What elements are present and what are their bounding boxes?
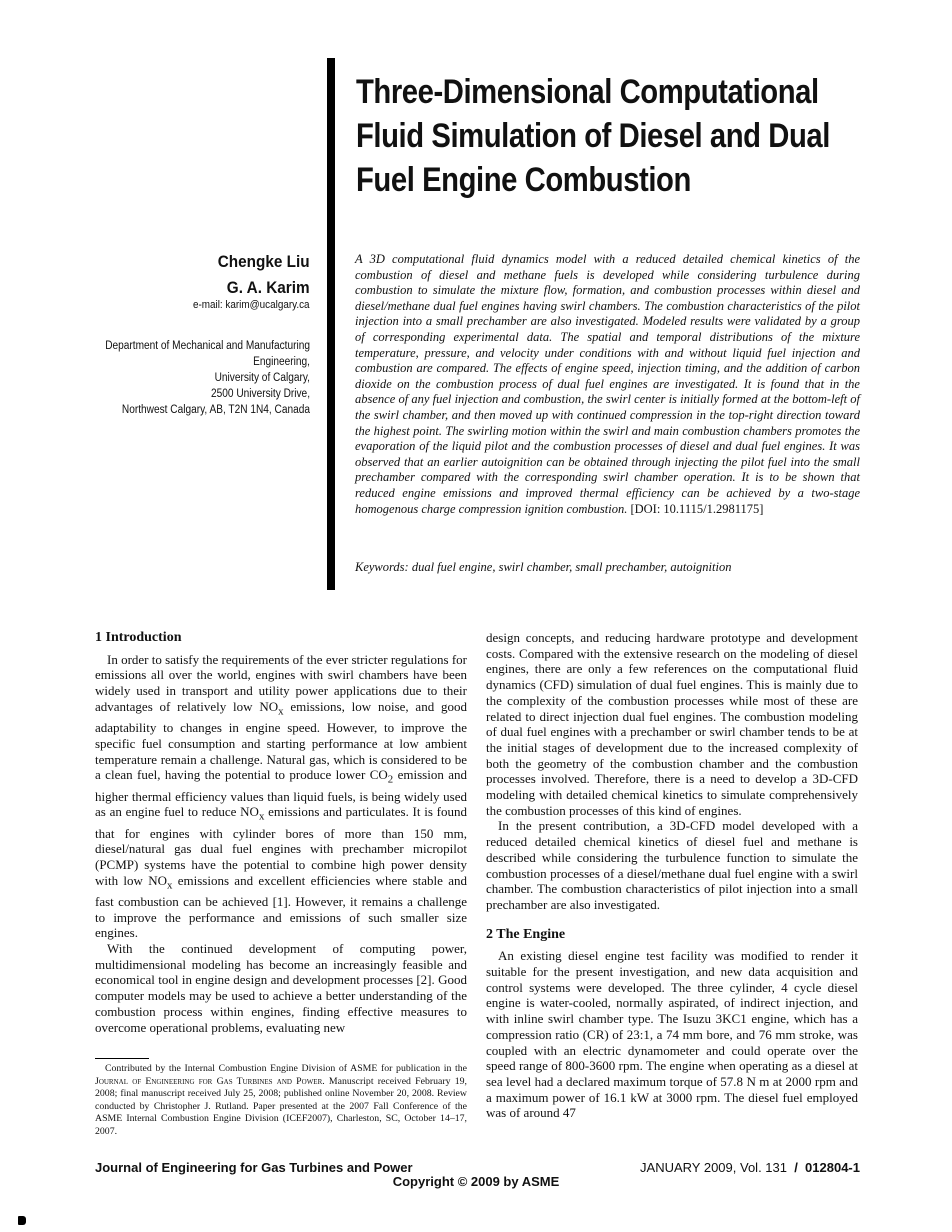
- copyright: Copyright © 2009 by ASME: [392, 1174, 560, 1189]
- affiliation-line: Department of Mechanical and Manufacturing: [105, 340, 310, 352]
- paper-title: Three-Dimensional Computational Fluid Simulation of Diesel and Dual Fuel Engine Combustion: [356, 73, 830, 199]
- author-email: e-mail: karim@ucalgary.ca: [193, 299, 310, 311]
- affiliation-line: Engineering,: [253, 356, 310, 368]
- author-block: [180, 252, 310, 312]
- paragraph: With the continued development of computing power, multidimensional modeling has become an increasingly feasible and economical tool in engine design and development processes [2]. Good computer models may be used to achieve a better understanding of the combustion process within engines, finding effective measures to overcome operational problems, evaluating new: [95, 941, 467, 1035]
- abstract-text: A 3D computational fluid dynamics model with a reduced detailed chemical kinetics of the combustion of diesel and methane fuels is developed while considering turbulence during combustion to simulate the mixture flow, formation, and combustion processes within diesel and diesel/methane dual fuel engines having swirl chambers. The combustion characteristics of the pilot injection into a small prechamber are also investigated. Modeled results were validated by a group of corresponding experimental data. The spatial and temporal distributions of the mixture temperature, pressure, and velocity under conditions with and without liquid fuel injection and combustion are compared. The effects of engine speed, injection timing, and the addition of carbon dioxide on the combustion process of dual fuel engines are investigated. It is found that in the absence of any fuel injection and combustion, the swirl center is initially formed at the bottom-left of the swirl chamber, and then moved up with continued compression in the top-right direction toward the highest point. The swirling motion within the swirl and main combustion chambers promotes the evaporation of the liquid pilot and the combustion processes of diesel and dual fuel engines. It was observed that an earlier autoignition can be obtained through injecting the pilot fuel into the small prechamber compared with the corresponding swirl chamber operation. It is to be shown that reduced engine emissions and improved thermal efficiency can be achieved by a two-stage homogenous charge compression ignition combustion.: [355, 252, 860, 516]
- column-left: [95, 630, 467, 1035]
- issue-info: JANUARY 2009, Vol. 131 / 012804-1: [640, 1160, 860, 1175]
- paragraph: In the present contribution, a 3D-CFD model developed with a reduced detailed chemical kinetics of diesel fuel and methane is described while considering the turbulence function to simulate the combustion processes of a diesel/methane dual fuel engine with a swirl chamber. The combustion characteristics of pilot injection into a small prechamber are also investigated.: [486, 818, 858, 912]
- paragraph: An existing diesel engine test facility was modified to render it suitable for the present investigation, and new data acquisition and control systems were developed. The three cylinder, 4 cycle diesel engine is water-cooled, normally aspirated, of indirect injection, and with inline swirl chamber type. The Isuzu 3KC1 engine, which has a compression ratio (CR) of 23:1, a 74 mm bore, and 76 mm stroke, was coupled with an electric dynamometer and could operate over the speed range of 800-3600 rpm. The engine when operating as a diesel at sea level had a declared maximum torque of 57.8 N m at 2000 rpm and a maximum power of 16.1 kW at 3000 rpm. The diesel fuel employed was of around 47: [486, 948, 858, 1121]
- paragraph: In order to satisfy the requirements of the ever stricter regulations for emissions all over the world, engines with swirl chambers have been widely used in transport and utility power applications due to their advantages of relatively low $NO_x$ emissions, low noise, and good adaptability to changes in engine speed. However, to improve the specific fuel consumption and starting performance at low ambient temperature remain a challenge. Natural gas, which is considered to be a clean fuel, having the potential to produce lower $CO_2$ emission and higher thermal efficiency values than liquid fuels, is being widely used as an engine fuel to reduce $NO_x$ emissions and particulates. It is found that for engines with cylinder bores of more than 150 mm, diesel/natural gas dual fuel engines with prechamber micropilot (PCMP) systems have the potential to combine high power density with low $NO_x$ emissions and excellent efficiencies where stable and fast combustion can be achieved [1]. However, it remains a challenge to improve the performance and emissions of such smaller size engines.: [95, 651, 468, 941]
- section-heading: 1 Introduction: [95, 630, 182, 645]
- title-accent-bar: [327, 58, 335, 590]
- footnote-rule: [95, 1058, 149, 1059]
- affiliation-line: Northwest Calgary, AB, T2N 1N4, Canada: [121, 404, 311, 416]
- paragraph: design concepts, and reducing hardware prototype and development costs. Compared with the extensive research on the modeling of diesel engines, there are only a few references on the computational fluid dynamics (CFD) simulation of dual fuel engines. This is mainly due to the complexity of the combustion processes while most of these are related to direct injection dual fuel engines. The combustion modeling of dual fuel engines with a prechamber or swirl chamber tends to be at the initial stages of development due to the increased complexity of both the geometry of the combustion chamber and the combustion processes involved. Therefore, there is a need to develop a 3D-CFD modeling with detailed chemical kinetics to simulate comprehensively the combustion processes of this kind of engines.: [486, 630, 858, 818]
- affiliation-line: University of Calgary,: [214, 372, 310, 384]
- doi: [DOI: 10.1115/1.2981175]: [630, 501, 764, 516]
- footnote: Contributed by the Internal Combustion Engine Division of ASME for publication in the Journal of Engineering for Gas Turbines and Power. Manuscript received February 19, 2008; final manuscript received July 25, 2008; published online November 20, 2008. Review conducted by Christopher J. Rutland. Paper presented at the 2007 Fall Conference of the ASME Internal Combustion Engine Division (ICEF2007), Charleston, SC, October 14–17, 2007.: [95, 1063, 467, 1137]
- author-name: Chengke Liu: [218, 252, 310, 271]
- affiliation: [81, 338, 310, 418]
- section-heading: 2 The Engine: [486, 926, 566, 942]
- page-marker-icon: [18, 1216, 26, 1225]
- abstract: [355, 252, 860, 517]
- journal-name: Journal of Engineering for Gas Turbines and Power: [95, 1160, 413, 1175]
- column-right: [486, 630, 858, 1121]
- keywords: Keywords: dual fuel engine, swirl chamber, small prechamber, autoignition: [355, 560, 732, 574]
- affiliation-line: 2500 University Drive,: [211, 388, 310, 400]
- author-name: G. A. Karim: [227, 278, 310, 297]
